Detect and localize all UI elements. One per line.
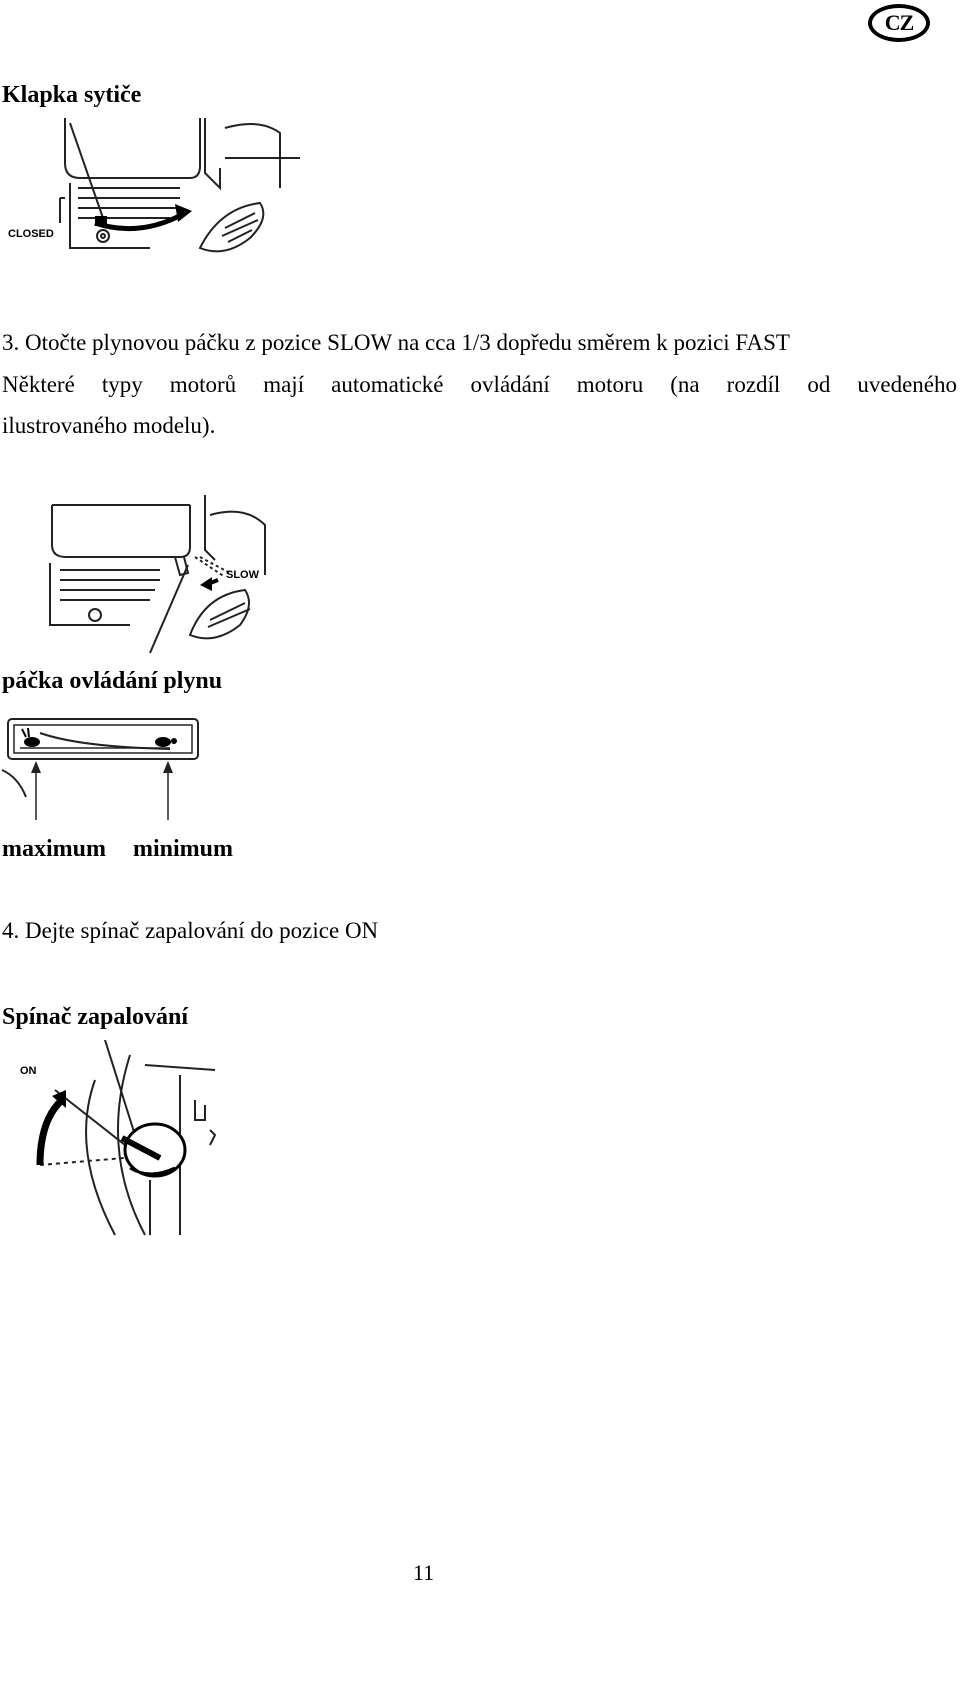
heading-choke: Klapka sytiče xyxy=(2,82,142,108)
turtle-icon xyxy=(155,737,177,747)
note-line-2: ilustrovaného modelu). xyxy=(2,413,216,438)
label-maximum: maximum xyxy=(2,836,106,862)
language-badge xyxy=(868,4,930,42)
ignition-knob xyxy=(122,1124,185,1176)
rabbit-icon xyxy=(22,728,40,747)
choke-figure xyxy=(0,118,310,278)
note-line-1: Některé typy motorů mají automatické ovládání motoru (na rozdíl od uvedeného xyxy=(2,372,957,397)
heading-throttle-lever: páčka ovládání plynu xyxy=(2,668,223,694)
language-code: CZ xyxy=(884,10,914,35)
heading-ignition-switch: Spínač zapalování xyxy=(2,1004,189,1030)
throttle-scale-figure xyxy=(0,715,210,825)
step-3-instruction: 3. Otočte plynovou páčku z pozice SLOW na cca 1/3 dopředu směrem k pozici FAST xyxy=(2,330,790,355)
page-number: 11 xyxy=(413,1560,435,1585)
throttle-figure xyxy=(40,495,290,655)
label-minimum: minimum xyxy=(133,836,234,862)
ignition-switch-figure xyxy=(0,1040,250,1245)
slow-label: SLOW xyxy=(226,569,259,581)
on-label: ON xyxy=(20,1065,37,1077)
step-4-instruction: 4. Dejte spínač zapalování do pozice ON xyxy=(2,918,379,943)
closed-label: CLOSED xyxy=(8,228,54,240)
